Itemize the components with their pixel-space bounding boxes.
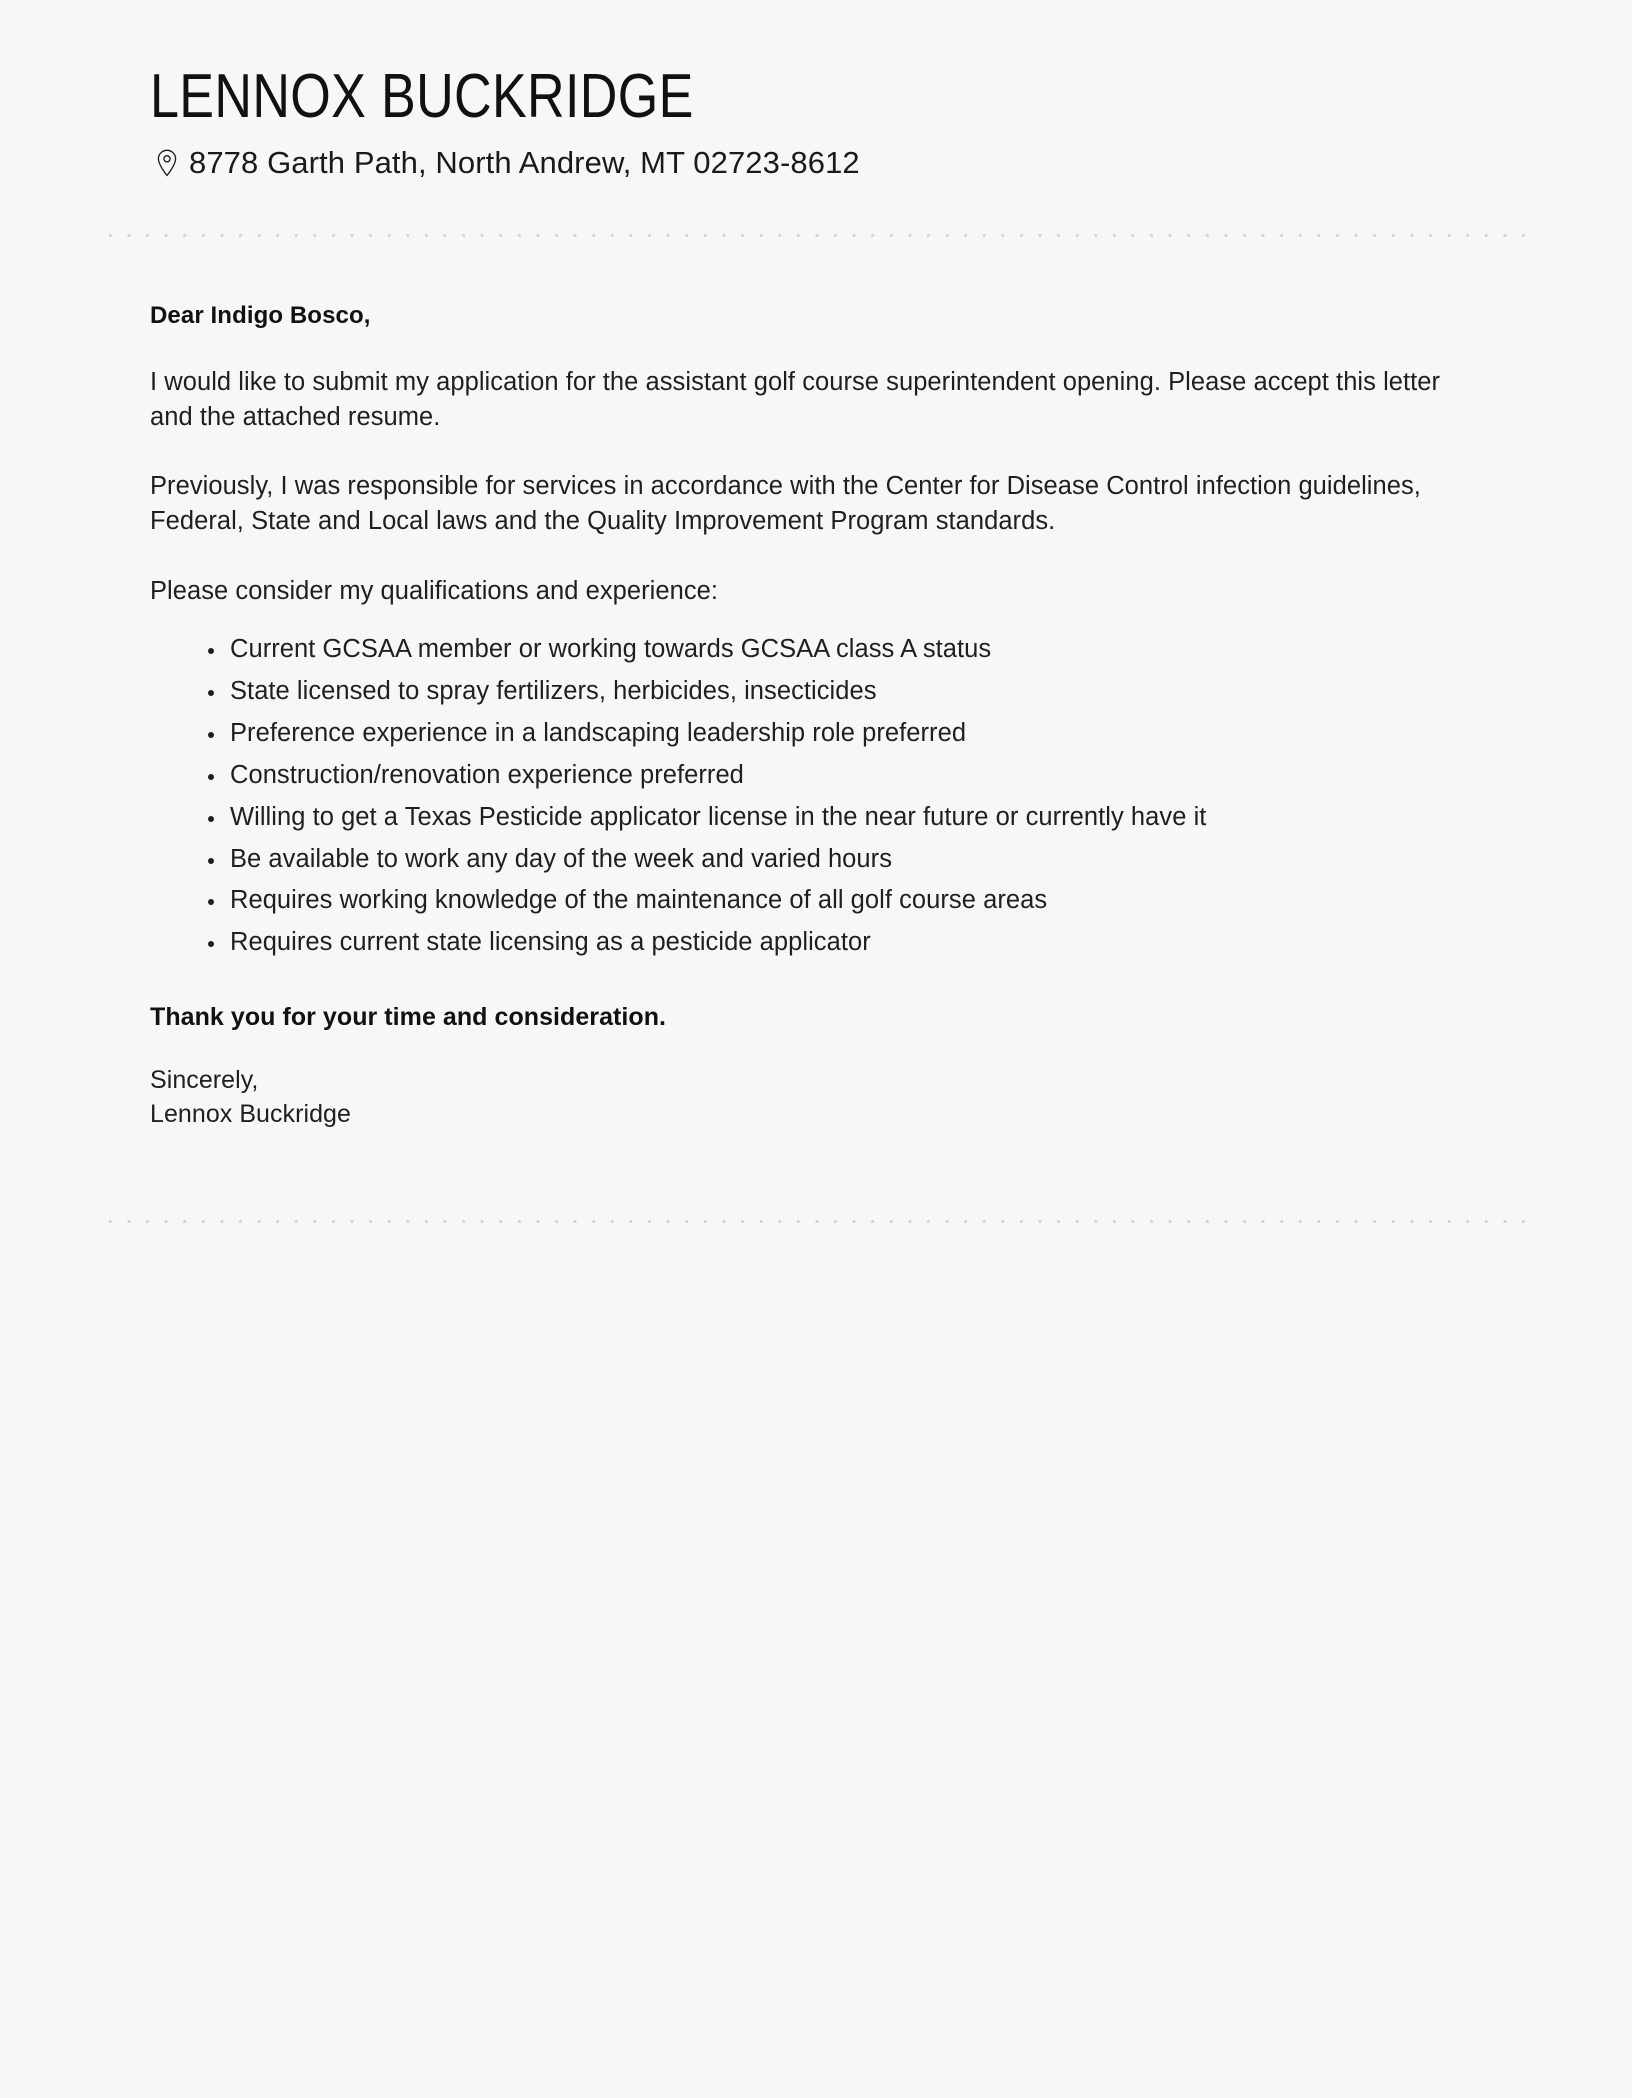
paragraph-experience: Previously, I was responsible for services in accordance with the Center for Disease Control infection guidelines, Federal, State and Local laws and the Quality Improvement Program standards. [150,472,1421,536]
qualifications-list [150,635,1482,958]
thank-you-line: Thank you for your time and consideration. [150,1003,667,1032]
divider-top [101,233,1531,238]
paragraph-intro: I would like to submit my application for the assistant golf course superintendent opening. Please accept this letter and the attached resume. [150,368,1441,431]
location-pin-icon [156,149,178,177]
bottom-spacer [150,1131,1482,1219]
address-text: 8778 Garth Path, North Andrew, MT 02723-8612 [189,145,860,180]
list-item: Requires working knowledge of the maintenance of all golf course areas [208,886,1482,916]
list-item: Be available to work any day of the week and varied hours [208,845,1482,875]
list-item: Construction/renovation experience preferred [208,761,1482,791]
letter-body [0,302,1632,1219]
list-item: State licensed to spray fertilizers, herbicides, insecticides [208,677,1482,707]
page-title: LENNOX BUCKRIDGE [150,62,694,131]
paragraph-qualifications-lead: Please consider my qualifications and experience: [150,576,719,605]
list-item: Willing to get a Texas Pesticide applicator license in the near future or currently have it [208,803,1482,833]
divider-bottom [101,1219,1531,1224]
closing-line: Sincerely, [150,1066,259,1095]
letter-header [0,0,1632,180]
list-item: Preference experience in a landscaping leadership role preferred [208,719,1482,749]
list-item: Requires current state licensing as a pesticide applicator [208,928,1482,958]
contact-address-line [156,146,1632,180]
salutation: Dear Indigo Bosco, [150,302,371,330]
signature-name: Lennox Buckridge [150,1099,351,1128]
list-item: Current GCSAA member or working towards GCSAA class A status [208,635,1482,665]
signature-block [150,1064,1482,1131]
